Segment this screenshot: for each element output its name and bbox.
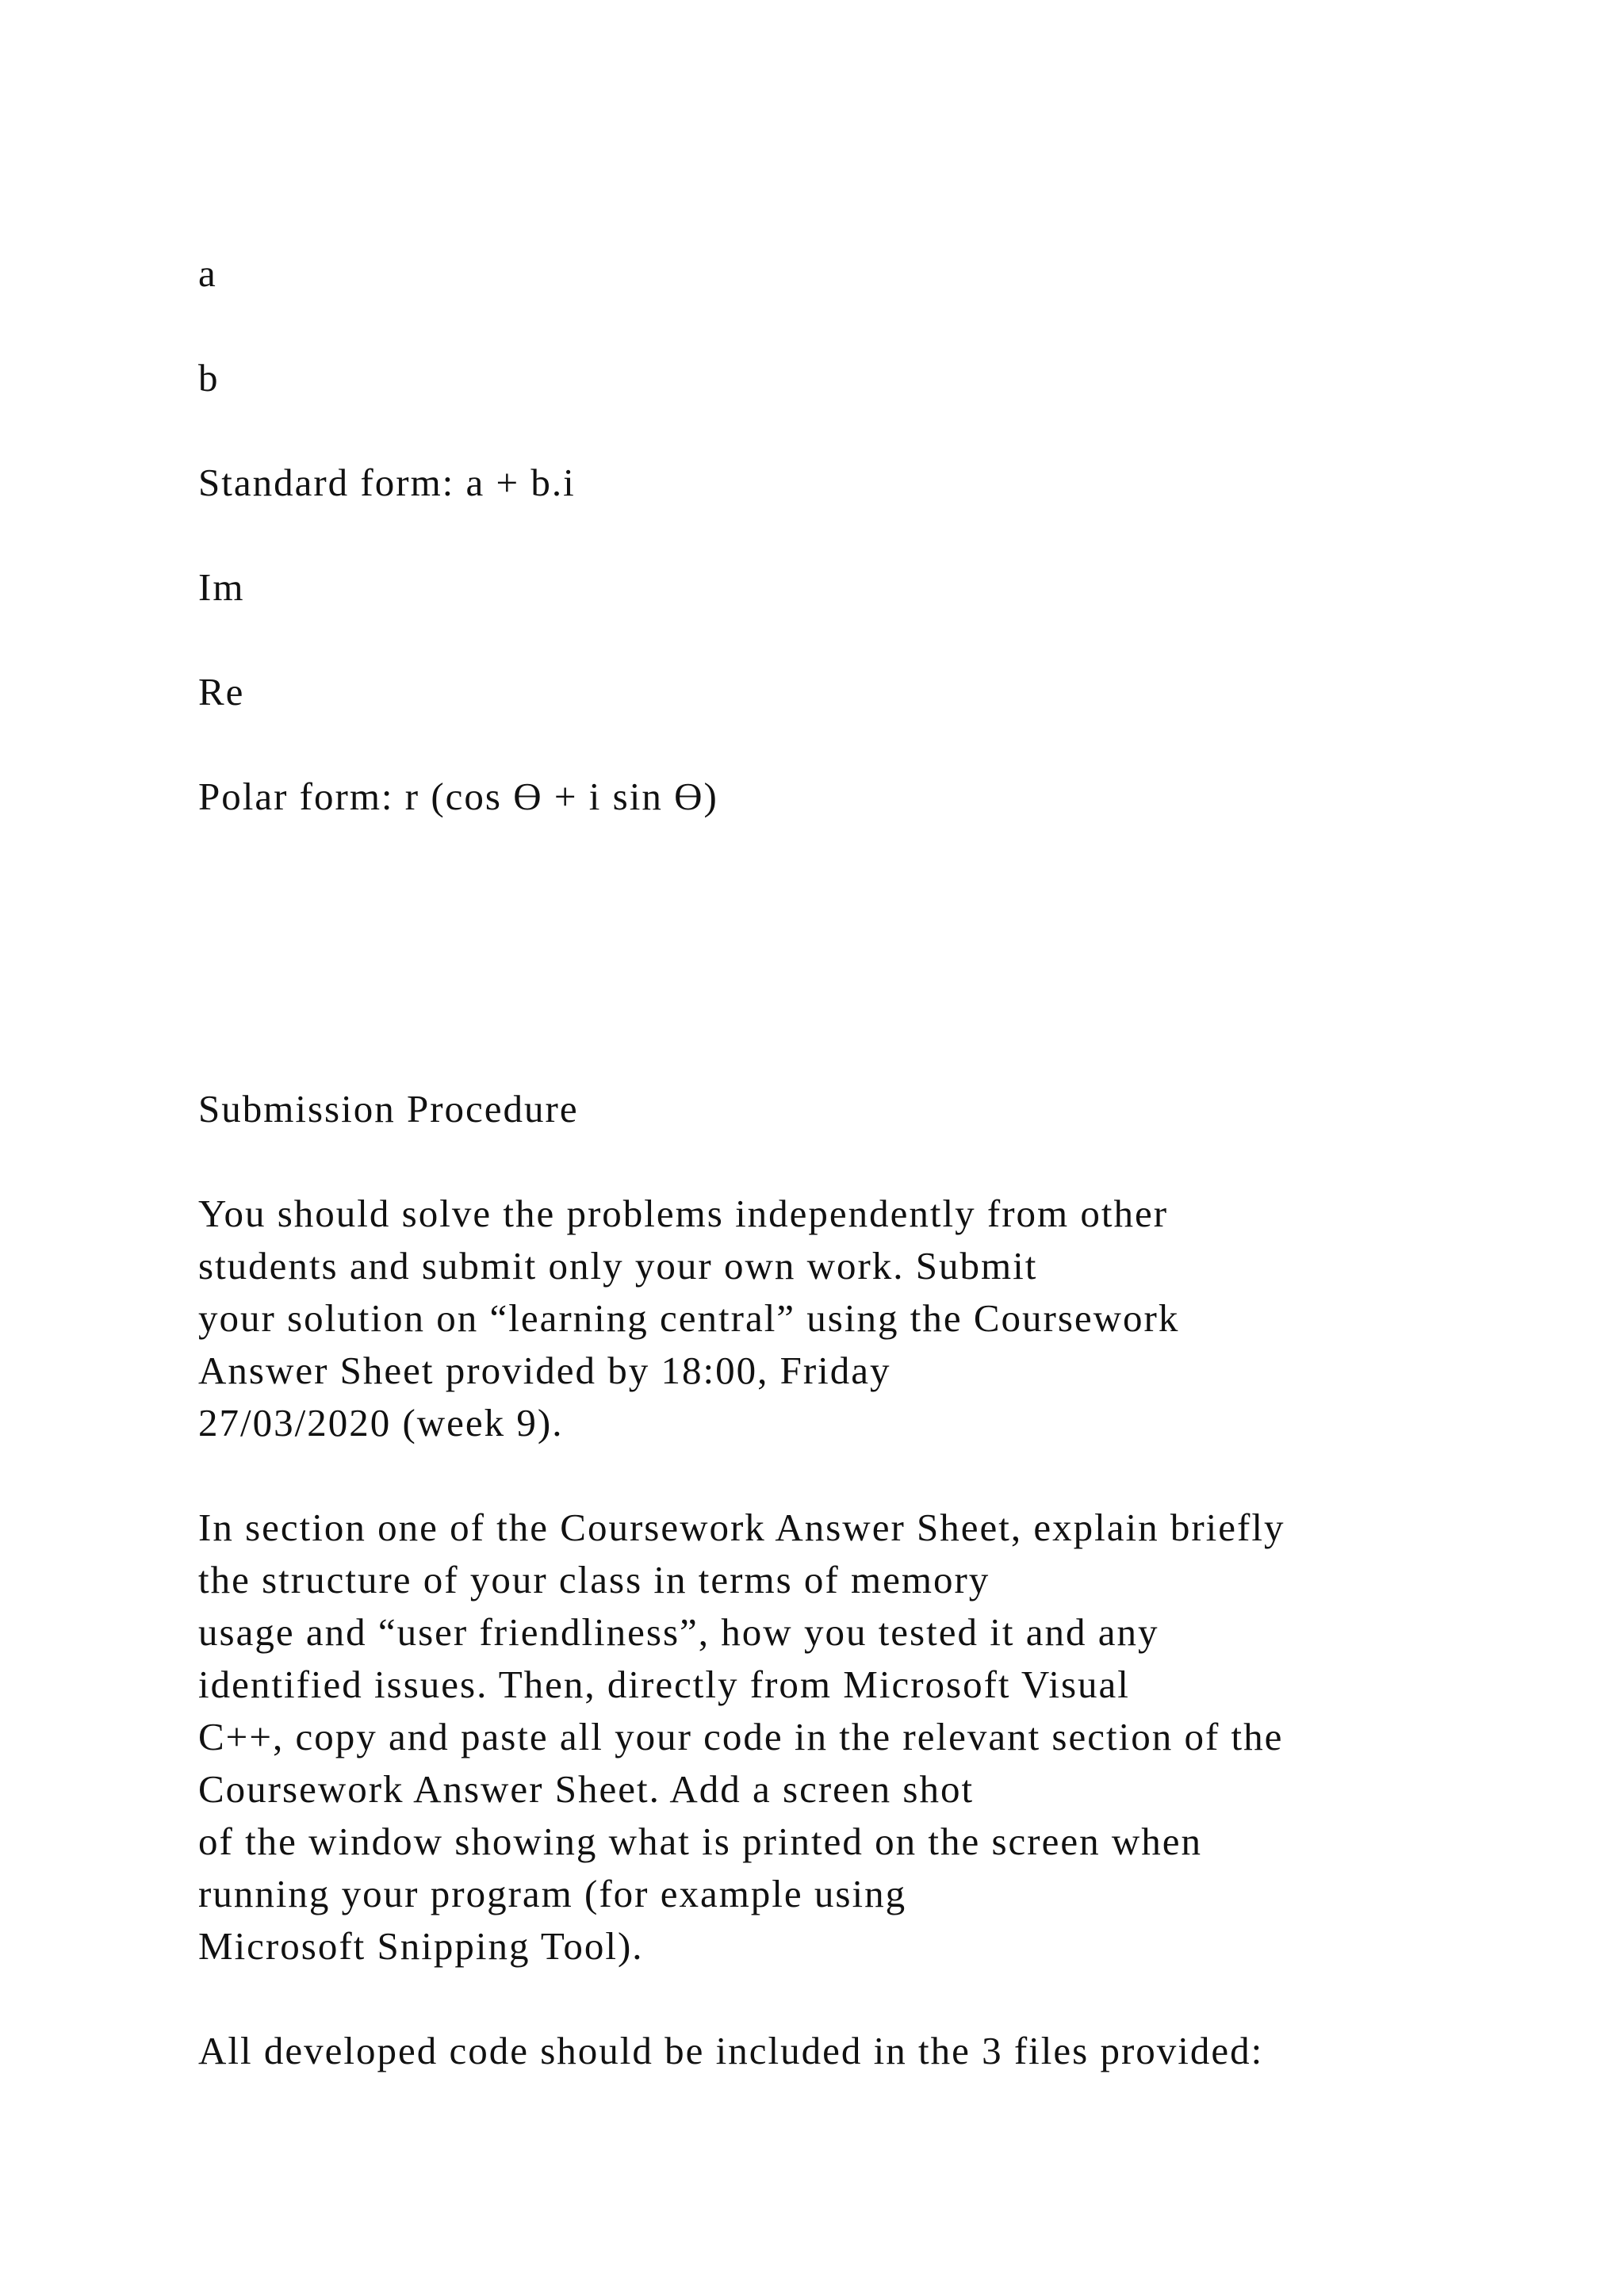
paragraph-line: You should solve the problems independently from other [198, 1192, 1169, 1235]
paragraph-line: C++, copy and paste all your code in the relevant section of the [198, 1715, 1284, 1758]
standard-form-text: Standard form: a + b.i [198, 461, 576, 504]
paragraph-line: students and submit only your own work. Submit [198, 1244, 1038, 1288]
label-b: b [198, 356, 220, 400]
label-im: Im [198, 565, 245, 609]
paragraph-line: identified issues. Then, directly from Microsoft Visual [198, 1663, 1130, 1706]
paragraph-line: Microsoft Snipping Tool). [198, 1924, 644, 1968]
paragraph-line: your solution on “learning central” using the Coursework [198, 1296, 1180, 1340]
label-re: Re [198, 670, 245, 714]
label-a: a [198, 251, 217, 295]
paragraph-line: the structure of your class in terms of memory [198, 1558, 990, 1601]
polar-form-text: Polar form: r (cos Ɵ + i sin Ɵ) [198, 775, 718, 818]
paragraph-line: 27/03/2020 (week 9). [198, 1401, 564, 1445]
paragraph-line: All developed code should be included in the 3 files provided: [198, 2029, 1264, 2072]
paragraph-line: usage and “user friendliness”, how you tested it and any [198, 1610, 1159, 1654]
paragraph-line: In section one of the Coursework Answer Sheet, explain briefly [198, 1506, 1285, 1549]
paragraph-line: Answer Sheet provided by 18:00, Friday [198, 1349, 891, 1392]
section-heading: Submission Procedure [198, 1087, 579, 1131]
paragraph-line: of the window showing what is printed on the screen when [198, 1820, 1202, 1863]
paragraph-line: running your program (for example using [198, 1872, 907, 1915]
paragraph-line: Coursework Answer Sheet. Add a screen shot [198, 1767, 975, 1811]
